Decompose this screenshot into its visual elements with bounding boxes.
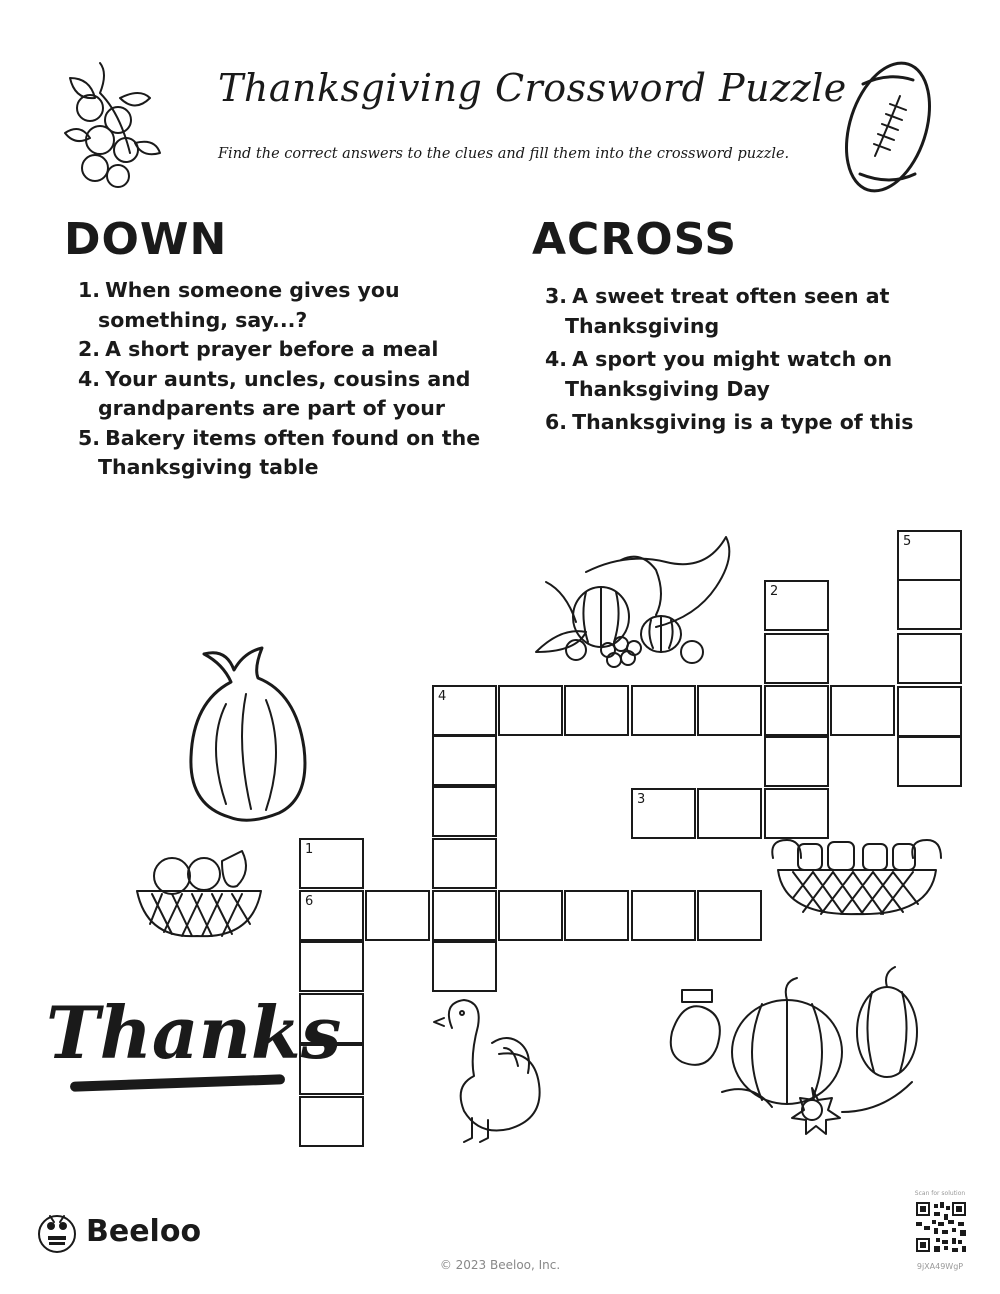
crossword-cell[interactable] <box>897 579 962 630</box>
crossword-cell[interactable] <box>764 788 829 839</box>
cornucopia-icon <box>526 532 742 672</box>
cell-number-2: 2 <box>770 584 779 599</box>
crossword-cell[interactable] <box>564 890 629 941</box>
fruit-basket-icon <box>132 846 266 940</box>
cell-number-6: 6 <box>305 894 314 909</box>
onion-icon <box>186 644 312 828</box>
crossword-cell[interactable] <box>897 530 962 581</box>
page-title: Thanksgiving Crossword Puzzle <box>218 66 847 110</box>
bee-logo-icon <box>36 1212 78 1254</box>
crossword-cell[interactable] <box>432 735 497 786</box>
bread-basket-icon <box>768 838 946 918</box>
page-subtitle: Find the correct answers to the clues and fill them into the crossword puzzle. <box>218 146 790 162</box>
clue-text: A sweet treat often seen at Thanksgiving <box>565 284 890 338</box>
crossword-cell[interactable] <box>631 890 696 941</box>
clue-number: 5. <box>78 425 101 450</box>
crossword-cell[interactable] <box>697 890 762 941</box>
crossword-cell[interactable] <box>365 890 430 941</box>
crossword-cell[interactable] <box>432 838 497 889</box>
copyright: © 2023 Beeloo, Inc. <box>439 1258 561 1272</box>
thanks-decorative-text: Thanks <box>46 990 342 1075</box>
crossword-cell[interactable] <box>432 786 497 837</box>
crossword-cell[interactable] <box>299 941 364 992</box>
clue-number: 2. <box>78 337 101 361</box>
crossword-cell[interactable] <box>631 685 696 736</box>
crossword-cell[interactable] <box>764 633 829 684</box>
cell-number-4: 4 <box>438 689 447 704</box>
qr-code-icon[interactable] <box>916 1202 966 1252</box>
clue-number: 3. <box>545 284 568 308</box>
crossword-cell[interactable] <box>498 890 563 941</box>
cell-number-5: 5 <box>903 534 912 549</box>
clue-number: 1. <box>78 278 101 302</box>
clue-number: 6. <box>545 410 568 434</box>
crossword-cell[interactable] <box>897 686 962 737</box>
scan-label: Scan for solution <box>914 1190 966 1197</box>
crossword-cell[interactable] <box>432 685 497 736</box>
crossword-cell[interactable] <box>299 890 364 941</box>
down-heading: DOWN <box>64 214 228 265</box>
clue-number: 4. <box>545 347 568 371</box>
crossword-cell[interactable] <box>299 838 364 889</box>
pumpkin-harvest-icon <box>662 962 938 1148</box>
cell-number-3: 3 <box>637 792 646 807</box>
crossword-cell[interactable] <box>564 685 629 736</box>
clue-text: When someone gives you something, say...? <box>98 278 400 332</box>
crossword-cell[interactable] <box>897 736 962 787</box>
clue-text: A short prayer before a meal <box>105 337 439 361</box>
clue-text: A sport you might watch on Thanksgiving Day <box>565 347 893 401</box>
crossword-cell[interactable] <box>432 890 497 941</box>
crossword-cell[interactable] <box>897 633 962 684</box>
crossword-cell[interactable] <box>432 941 497 992</box>
crossword-cell[interactable] <box>631 788 696 839</box>
crossword-cell[interactable] <box>764 736 829 787</box>
across-heading: ACROSS <box>532 214 738 265</box>
turkey-icon <box>432 998 544 1144</box>
crossword-cell[interactable] <box>764 580 829 631</box>
crossword-cell[interactable] <box>830 685 895 736</box>
brand-name: Beeloo <box>86 1214 202 1249</box>
qr-code-label: 9jXA49WgP <box>916 1262 964 1271</box>
clue-number: 4. <box>78 366 101 391</box>
cell-number-1: 1 <box>305 842 314 857</box>
crossword-cell[interactable] <box>697 685 762 736</box>
clue-text: Thanksgiving is a type of this <box>572 410 914 434</box>
clue-text: Bakery items often found on the Thanksgiving table <box>98 425 481 479</box>
crossword-cell[interactable] <box>764 685 829 736</box>
crossword-cell[interactable] <box>498 685 563 736</box>
crossword-cell[interactable] <box>697 788 762 839</box>
crossword-cell[interactable] <box>299 1096 364 1147</box>
clue-text: Your aunts, uncles, cousins and grandparents are part of your <box>98 366 471 420</box>
